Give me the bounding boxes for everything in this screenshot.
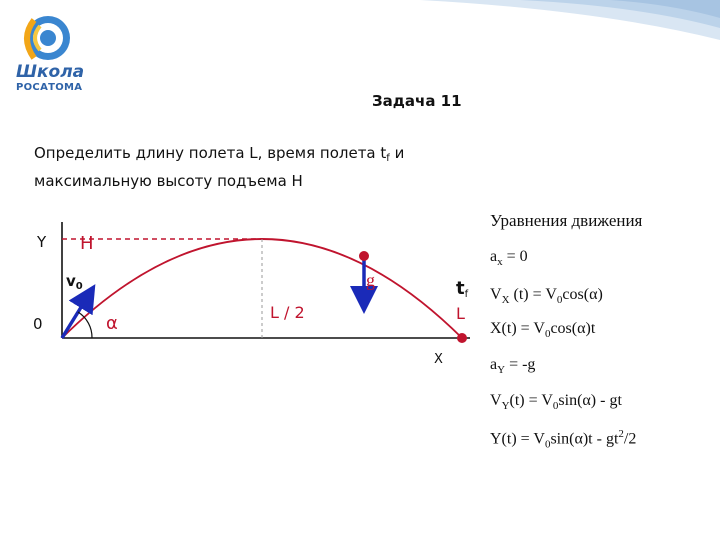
eq-vy-base: V — [490, 392, 502, 409]
equations-header: Уравнения движения — [490, 211, 643, 230]
alpha-label: α — [106, 313, 118, 334]
v0-label-sub: 0 — [75, 281, 83, 292]
equation-ax — [490, 248, 528, 268]
half-range-label: L / 2 — [270, 303, 305, 322]
height-label: H — [80, 233, 94, 254]
eq-vy-mid: (t) = V — [509, 392, 553, 409]
eq-x-base: X(t) = V — [490, 320, 545, 337]
eq-y-mid: sin(α)t - gt — [550, 430, 619, 448]
logo-text-rosatom: РОСАТОМА — [16, 82, 83, 93]
logo-text-school: Школа — [16, 62, 85, 82]
eq-x-sub: 0 — [544, 328, 551, 341]
equation-ay — [490, 356, 535, 376]
eq-ay-sub: Y — [497, 364, 506, 377]
landing-dot — [457, 333, 467, 343]
eq-y-sup: 2 — [618, 428, 624, 440]
task-text-sub: f — [386, 153, 390, 164]
x-axis-label: X — [434, 352, 443, 367]
eq-ax-rest: = 0 — [502, 248, 528, 265]
eq-vy-sub: Y — [501, 400, 510, 413]
task-title: Задача 11 — [372, 92, 462, 110]
eq-vx-mid: (t) = V — [509, 286, 557, 303]
flight-time-label — [456, 278, 468, 300]
v0-label-base: v — [66, 272, 76, 290]
equation-y — [490, 428, 636, 451]
eq-ax-sub: x — [497, 256, 503, 269]
equation-vx — [490, 286, 603, 306]
eq-vy-rest: sin(α) - gt — [558, 392, 622, 409]
equation-vy — [490, 392, 622, 412]
task-text-part2: и максимальную высоту подъема H — [34, 144, 405, 190]
origin-label: 0 — [33, 315, 43, 333]
range-label: L — [456, 304, 465, 323]
eq-ay-rest: = -g — [505, 356, 536, 373]
y-axis-label: Y — [37, 233, 47, 251]
gravity-label: g — [366, 270, 375, 290]
point-dot — [359, 251, 369, 261]
eq-y-base: Y(t) = V — [490, 430, 545, 448]
eq-x-rest: cos(α)t — [550, 320, 596, 337]
eq-y-sub: 0 — [544, 438, 551, 451]
eq-vx-sub2: 0 — [556, 294, 563, 307]
flight-time-base: t — [456, 278, 465, 299]
eq-vx-sub: X — [501, 294, 510, 307]
eq-ay-base: a — [490, 356, 498, 373]
eq-vy-sub2: 0 — [552, 400, 559, 413]
task-text-part1: Определить длину полета L, время полета t — [34, 144, 387, 162]
eq-vx-rest: cos(α) — [562, 286, 603, 303]
v0-label — [66, 272, 83, 292]
eq-vx-base: V — [490, 286, 502, 303]
eq-ax-base: a — [490, 248, 498, 265]
equation-x — [490, 320, 595, 340]
eq-y-rest: /2 — [623, 430, 637, 448]
flight-time-sub: f — [464, 289, 469, 300]
